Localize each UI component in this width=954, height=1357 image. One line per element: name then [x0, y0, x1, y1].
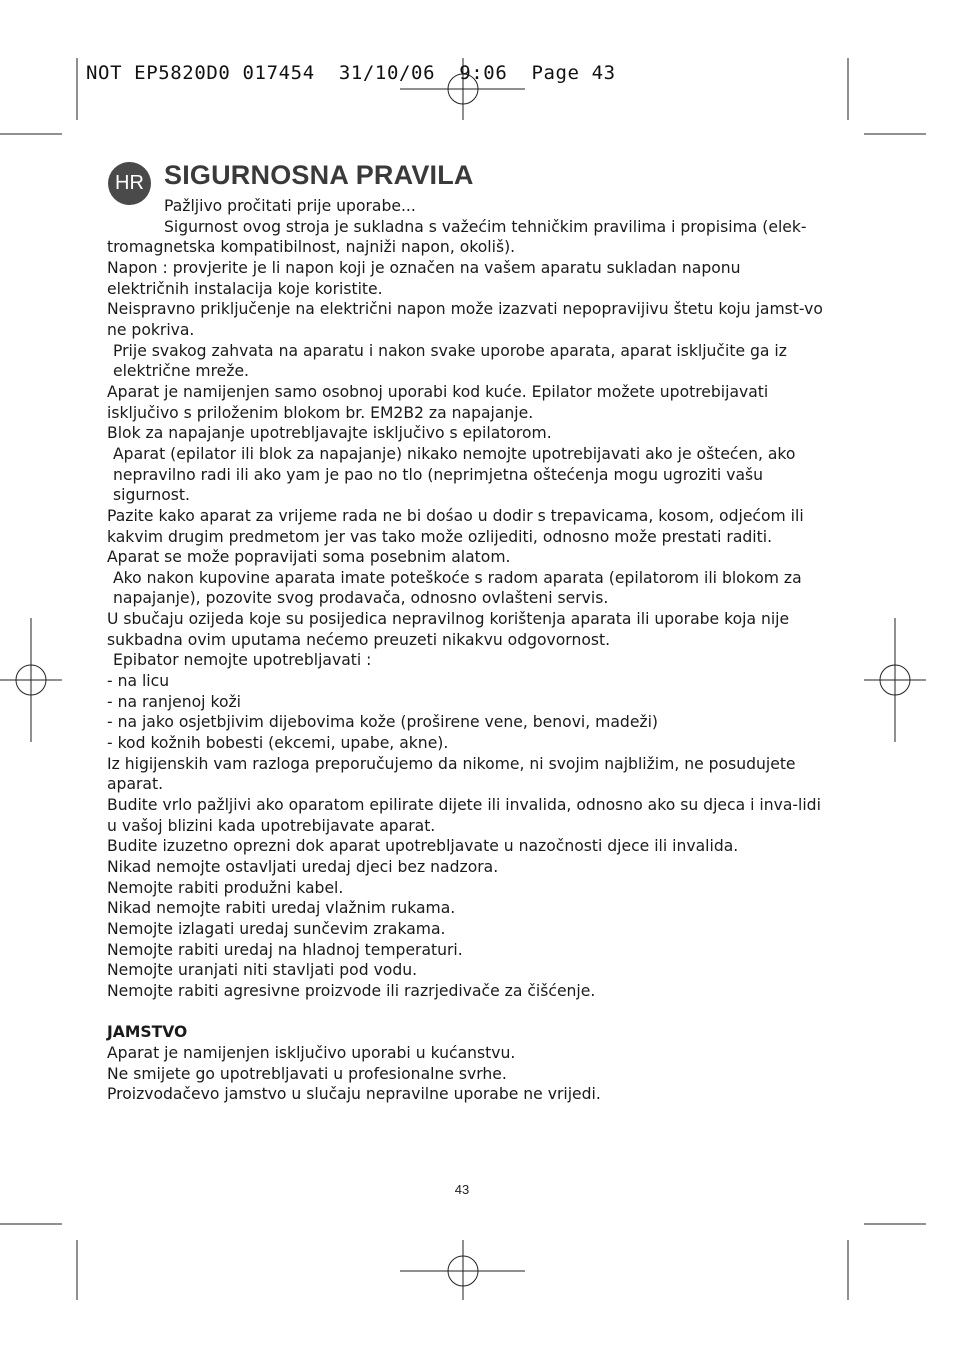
list-item: - na ranjenoj koži [107, 692, 242, 711]
list-item: - kod kožnih bobesti (ekcemi, upabe, akne). [107, 734, 449, 753]
page-number: 43 [454, 1182, 470, 1197]
paragraph: Budite izuzetno oprezni dok aparat upotrebljavate u nazočnosti djece ili invalida. [107, 837, 739, 856]
warranty-heading: JAMSTVO [107, 1023, 188, 1042]
registration-target-left [0, 618, 62, 742]
paragraph: Iz higijenskih vam razloga preporučujemo da nikome, ni svojim najbližim, ne posudujete aparat. [107, 754, 796, 794]
registration-target-right [864, 618, 926, 742]
warranty-line: Proizvodačevo jamstvo u slučaju nepravilne uporabe ne vrijedi. [107, 1085, 601, 1104]
paragraph: Nemojte uranjati niti stavljati pod vodu. [107, 961, 418, 980]
spacer [107, 1002, 823, 1023]
intro-line: Pažljivo pročitati prije uporabe... [164, 197, 416, 215]
paragraph: Aparat (epilator ili blok za napajanje) nikako nemojte upotrebijavati ako je oštećen, ako nepravilno radi ili ako yam je pao no tlo (neprimjetna oštećenja mogu ugroziti vašu sigurnost. [113, 444, 796, 505]
paragraph: Aparat se može popravijati soma posebnim alatom. [107, 548, 511, 567]
paragraph: Aparat je namijenjen samo osobnoj uporabi kod kuće. Epilator možete upotrebijavati isključivo s priloženim blokom br. EM2B2 za napajanje. [107, 382, 769, 422]
page-title: SIGURNOSNA PRAVILA [164, 160, 474, 190]
paragraph: Napon : provjerite je li napon koji je označen na vašem aparatu sukladan naponu električnih instalacija koje koristite. [107, 258, 741, 298]
list-item: - na jako osjetbjivim dijebovima kože (proširene vene, benovi, madeži) [107, 713, 659, 732]
paragraph: Ako nakon kupovine aparata imate poteškoće s radom aparata (epilatorom ili blokom za napajanje), pozovite svog prodavača, odnosno ovlašteni servis. [113, 568, 802, 608]
paragraph: Nemojte rabiti uredaj na hladnoj temperaturi. [107, 940, 463, 959]
paragraph: Nikad nemojte ostavljati uredaj djeci bez nadzora. [107, 858, 499, 876]
paragraph: Sigurnost ovog stroja je sukladna s važećim tehničkim pravilima i propisima (elek-tromagnetska kompatibilnost, najniži napon, okoliš). [107, 217, 807, 257]
list-item: - na licu [107, 672, 170, 691]
paragraph: Neispravno priključenje na električni napon može izazvati nepopravijivu štetu koju jamst-vo ne pokriva. [107, 300, 823, 339]
warranty-line: Aparat je namijenjen isključivo uporabi u kućanstvu. [107, 1043, 516, 1062]
paragraph: Nemojte izlagati uredaj sunčevim zrakama. [107, 919, 446, 938]
paragraph: U sbučaju ozijeda koje su posijedica nepravilnog korištenja aparata ili uporabe koja nije sukbadna ovim uputama nećemo preuzeti nikakvu odgovornost. [107, 610, 790, 649]
paragraph: Nikad nemojte rabiti uredaj vlažnim rukama. [107, 899, 456, 918]
paragraph: Blok za napajanje upotrebljavajte isključivo s epilatorom. [107, 424, 552, 443]
language-badge: HR [108, 162, 151, 205]
print-slug: NOT EP5820D0 017454 31/10/06 9:06 Page 43 [86, 62, 616, 84]
paragraph: Nemojte rabiti agresivne proizvode ili razrjedivače za čišćenje. [107, 981, 596, 1000]
paragraph: Epibator nemojte upotrebljavati : [113, 651, 372, 670]
warranty-line: Ne smijete go upotrebljavati u profesionalne svrhe. [107, 1064, 507, 1083]
paragraph: Budite vrlo pažljivi ako oparatom epilirate dijete ili invalida, odnosno ako su djeca i inva-lidi u vašoj blizini kada upotrebijavate aparat. [107, 796, 821, 835]
paragraph: Nemojte rabiti produžni kabel. [107, 878, 344, 897]
safety-text [107, 196, 823, 1105]
registration-target-bottom [400, 1240, 525, 1300]
paragraph: Pazite kako aparat za vrijeme rada ne bi dośao u dodir s trepavicama, kosom, odjećom ili kakvim drugim predmetom jer vas tako može ozlijediti, odnosno može prestati raditi. [107, 506, 804, 546]
paragraph: Prije svakog zahvata na aparatu i nakon svake uporobe aparata, aparat isključite ga iz električne mreže. [113, 341, 787, 381]
